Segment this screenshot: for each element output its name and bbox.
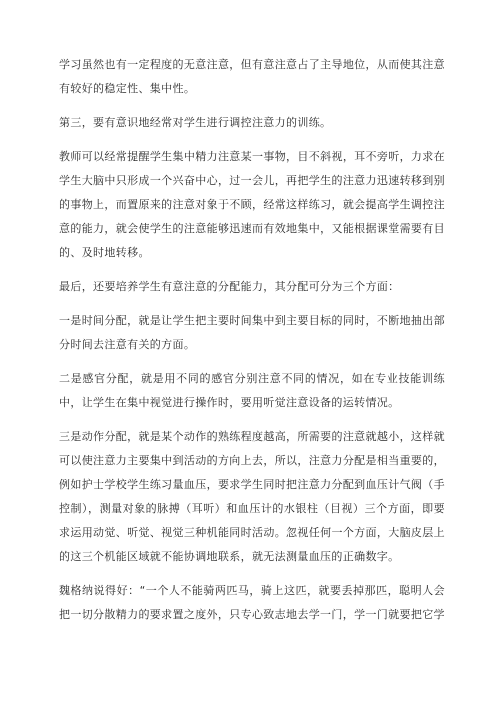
paragraph-2: 第三，要有意识地经常对学生进行调控注意力的训练。	[59, 116, 332, 129]
paragraph-3: 教师可以经常提醒学生集中精力注意某一事物，目不斜视，耳不旁听，力求在学生大脑中只形成一个兴奋中心，过一会儿，再把学生的注意力迅速转移到别的事物上，而置原来的注意对象于不顾，经常这样练习，就会提高学生调控注意的能力，就会使学生的注意能够迅速而有效地集中，又能根据课堂需要有目的、及时地转移。	[59, 150, 445, 259]
document-page	[59, 53, 445, 637]
paragraph-4: 最后，还要培养学生有意注意的分配能力，其分配可分为三个方面：	[59, 280, 400, 293]
paragraph-5: 一是时间分配，就是让学生把主要时间集中到主要目标的同时，不断地抽出部分时间去注意有关的方面。	[59, 314, 445, 351]
paragraph-8: 魏格纳说得好：“一个人不能骑两匹马，骑上这匹，就要丢掉那匹，聪明人会把一切分散精力的要求置之度外，只专心致志地去学一门，学一门就要把它学	[59, 584, 445, 621]
paragraph-7: 三是动作分配，就是某个动作的熟练程度越高，所需要的注意就越小，这样就可以使注意力主要集中到活动的方向上去，所以，注意力分配是相当重要的，例如护士学校学生练习量血压，要求学生同时把注意力分配到血压计气阀（手控制），测量对象的脉搏（耳听）和血压计的水银柱（目视）三个方面，即要求运用动觉、听觉、视觉三种机能同时活动。忽视任何一个方面，大脑皮层上的这三个机能区域就不能协调地联系，就无法测量血压的正确数字。	[59, 430, 445, 563]
paragraph-6: 二是感官分配，就是用不同的感官分别注意不同的情况，如在专业技能训练中，让学生在集中视觉进行操作时，要用听觉注意设备的运转情况。	[59, 372, 445, 409]
paragraph-1: 学习虽然也有一定程度的无意注意，但有意注意占了主导地位，从而使其注意有较好的稳定性、集中性。	[59, 58, 445, 95]
